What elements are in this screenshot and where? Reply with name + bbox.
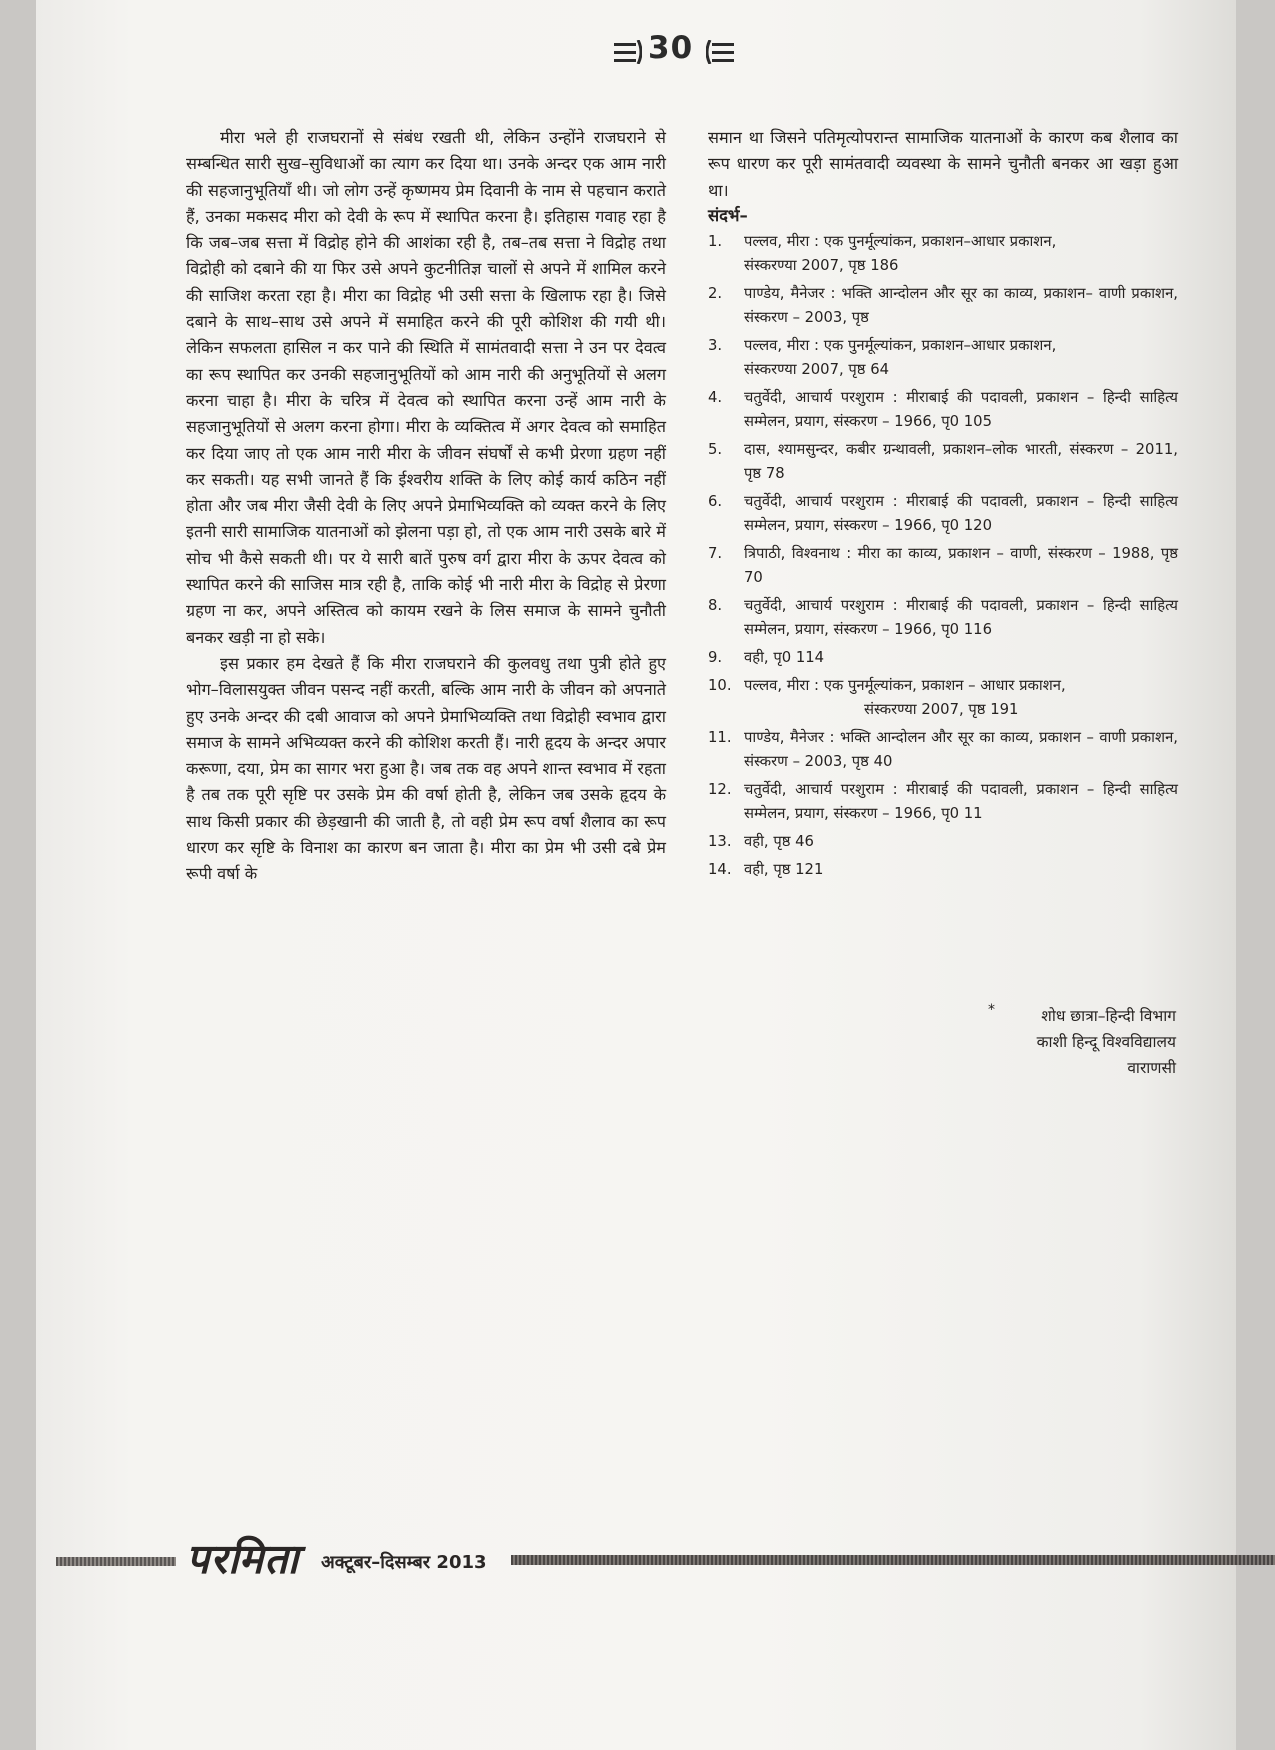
continuation-paragraph: समान था जिसने पतिमृत्योपरान्त सामाजिक यातनाओं के कारण कब शैलाव का रूप धारण कर पूरी सामंतवादी व्यवस्था के सामने चुनौती बनकर आ खड़ा हुआ था। bbox=[708, 128, 1178, 200]
reference-item bbox=[708, 386, 1178, 434]
reference-item bbox=[708, 438, 1178, 486]
reference-item bbox=[708, 230, 1178, 278]
page-sheet bbox=[36, 0, 1236, 1750]
reference-number: 6. bbox=[708, 492, 723, 510]
reference-text: पल्लव, मीरा : एक पुनर्मूल्यांकन, प्रकाशन–आधार प्रकाशन, bbox=[744, 336, 1057, 354]
author-affiliation bbox=[988, 1002, 1176, 1081]
reference-item bbox=[708, 334, 1178, 382]
reference-edition: संस्करण्या 2007, पृष्ठ 186 bbox=[744, 256, 899, 274]
reference-text: त्रिपाठी, विश्वनाथ : मीरा का काव्य, प्रकाशन – वाणी, संस्करण – 1988, पृष्ठ 70 bbox=[744, 544, 1178, 586]
reference-item bbox=[708, 830, 1178, 854]
reference-number: 9. bbox=[708, 648, 723, 666]
reference-item bbox=[708, 542, 1178, 590]
reference-item bbox=[708, 674, 1178, 722]
reference-item bbox=[708, 490, 1178, 538]
issue-date: अक्टूबर–दिसम्बर 2013 bbox=[321, 1552, 487, 1573]
reference-text: पल्लव, मीरा : एक पुनर्मूल्यांकन, प्रकाशन–आधार प्रकाशन, bbox=[744, 232, 1057, 250]
reference-text: वही, पृष्ठ 46 bbox=[744, 832, 814, 850]
reference-text: दास, श्यामसुन्दर, कबीर ग्रन्थावली, प्रकाशन–लोक भारती, संस्करण – 2011, पृष्ठ 78 bbox=[744, 440, 1178, 482]
left-column bbox=[186, 125, 666, 888]
reference-text: पल्लव, मीरा : एक पुनर्मूल्यांकन, प्रकाशन – आधार प्रकाशन, bbox=[744, 676, 1066, 694]
reference-number: 13. bbox=[708, 832, 732, 850]
journal-masthead: परमिता bbox=[186, 1535, 300, 1583]
reference-number: 5. bbox=[708, 440, 723, 458]
footer-rule-right bbox=[511, 1555, 1275, 1565]
author-city: वाराणसी bbox=[1127, 1059, 1176, 1077]
reference-text: चतुर्वेदी, आचार्य परशुराम : मीराबाई की पदावली, प्रकाशन – हिन्दी साहित्य सम्मेलन, प्रयाग, संस्करण – 1966, पृ0 116 bbox=[744, 596, 1178, 638]
reference-item bbox=[708, 726, 1178, 774]
references-heading: संदर्भ– bbox=[708, 205, 748, 225]
reference-number: 12. bbox=[708, 780, 732, 798]
reference-number: 2. bbox=[708, 284, 723, 302]
footer-rule-left bbox=[56, 1557, 176, 1566]
reference-text: पाण्डेय, मैनेजर : भक्ति आन्दोलन और सूर का काव्य, प्रकाशन – वाणी प्रकाशन, संस्करण – 2003, पृष्ठ 40 bbox=[744, 728, 1178, 770]
reference-text: चतुर्वेदी, आचार्य परशुराम : मीराबाई की पदावली, प्रकाशन – हिन्दी साहित्य सम्मेलन, प्रयाग, संस्करण – 1966, पृ0 11 bbox=[744, 780, 1178, 822]
page-number-block bbox=[614, 22, 734, 80]
reference-text: चतुर्वेदी, आचार्य परशुराम : मीराबाई की पदावली, प्रकाशन – हिन्दी साहित्य सम्मेलन, प्रयाग, संस्करण – 1966, पृ0 105 bbox=[744, 388, 1178, 430]
reference-number: 11. bbox=[708, 728, 732, 746]
reference-item bbox=[708, 778, 1178, 826]
reference-item bbox=[708, 282, 1178, 330]
right-ornament-icon bbox=[706, 40, 734, 64]
reference-edition: संस्करण्या 2007, पृष्ठ 64 bbox=[744, 360, 890, 378]
reference-number: 3. bbox=[708, 336, 723, 354]
left-ornament-icon bbox=[614, 40, 642, 64]
reference-item bbox=[708, 594, 1178, 642]
right-column bbox=[708, 125, 1178, 886]
page-number: 30 bbox=[648, 30, 694, 66]
body-paragraph-1: मीरा भले ही राजघरानों से संबंध रखती थी, लेकिन उन्होंने राजघराने से सम्बन्धित सारी सुख–सुविधाओं का त्याग कर दिया था। उनके अन्दर एक आम नारी की सहजानुभूतियाँ थी। जो लोग उन्हें कृष्णमय प्रेम दिवानी के नाम से पहचान कराते हैं, उनका मकसद मीरा को देवी के रूप में स्थापित करना है। इतिहास गवाह रहा है कि जब–जब सत्ता में विद्रोह होने की आशंका रही है, तब–तब सत्ता ने विद्रोह तथा विद्रोही को दबाने की या फिर उसे अपने कुटनीतिज्ञ चालों से अपने में शामिल करने की साजिश करता रहा है। मीरा का विद्रोह भी उसी सत्ता के खिलाफ रहा है। जिसे दबाने के साथ–साथ उसे अपने में समाहित करने की पूरी कोशिश की गयी थी। लेकिन सफलता हासिल न कर पाने की स्थिति में सामंतवादी सत्ता ने उन पर देवत्व का रूप स्थापित कर उनकी सहजानुभूतियों को आम नारी की अनुभूतियों से अलग करना चाहा है। मीरा के चरित्र में देवत्व को स्थापित करना उन्हें आम नारी के सहजानुभूतियों से अलग करना होगा। मीरा के व्यक्तित्व में अगर देवत्व को समाहित कर दिया जाए तो एक आम नारी मीरा के जीवन संघर्षों से कभी प्रेरणा ग्रहण नहीं कर सकती। यह सभी जानते हैं कि ईश्वरीय शक्ति के लिए कोई कार्य कठिन नहीं होता और जब मीरा जैसी देवी के लिए अपने प्रेमाभिव्यक्ति को व्यक्त करने के लिए इतनी सारी सामाजिक यातनाओं को झेलना पड़ा हो, तो एक आम नारी उसके बारे में सोच भी कैसे सकती थी। पर ये सारी बातें पुरुष वर्ग द्वारा मीरा के ऊपर देवत्व को स्थापित करने की साजिस मात्र रही है, ताकि कोई भी नारी मीरा के विद्रोह से प्रेरणा ग्रहण ना कर, अपने अस्तित्व को कायम रखने के लिस समाज के सामने चुनौती बनकर खड़ी ना हो सके। bbox=[186, 128, 666, 647]
reference-edition: संस्करण्या 2007, पृष्ठ 191 bbox=[864, 700, 1019, 718]
reference-number: 4. bbox=[708, 388, 723, 406]
reference-item bbox=[708, 858, 1178, 882]
reference-text: वही, पृ0 114 bbox=[744, 648, 825, 666]
reference-item bbox=[708, 646, 1178, 670]
reference-text: वही, पृष्ठ 121 bbox=[744, 860, 824, 878]
author-marker: * bbox=[988, 1002, 995, 1018]
reference-number: 8. bbox=[708, 596, 723, 614]
references-list bbox=[708, 230, 1178, 882]
author-department: शोध छात्रा–हिन्दी विभाग bbox=[1041, 1007, 1176, 1025]
reference-number: 10. bbox=[708, 676, 732, 694]
reference-text: चतुर्वेदी, आचार्य परशुराम : मीराबाई की पदावली, प्रकाशन – हिन्दी साहित्य सम्मेलन, प्रयाग, संस्करण – 1966, पृ0 120 bbox=[744, 492, 1178, 534]
author-university: काशी हिन्दू विश्वविद्यालय bbox=[1036, 1033, 1176, 1051]
reference-number: 1. bbox=[708, 232, 723, 250]
reference-text: पाण्डेय, मैनेजर : भक्ति आन्दोलन और सूर का काव्य, प्रकाशन– वाणी प्रकाशन, संस्करण – 2003, पृष्ठ bbox=[744, 284, 1178, 326]
reference-number: 14. bbox=[708, 860, 732, 878]
body-paragraph-2: इस प्रकार हम देखते हैं कि मीरा राजघराने की कुलवधु तथा पुत्री होते हुए भोग–विलासयुक्त जीवन पसन्द नहीं करती, बल्कि आम नारी के जीवन को अपनाते हुए उनके अन्दर की दबी आवाज को अपने प्रेमाभिव्यक्ति तथा विद्रोही स्वभाव द्वारा समाज के सामने अभिव्यक्त करने की कोशिश करती हैं। नारी हृदय के अन्दर अपार करूणा, दया, प्रेम का सागर भरा हुआ है। जब तक वह अपने शान्त स्वभाव में रहता है तब तक पूरी सृष्टि पर उसके प्रेम की वर्षा होती है, लेकिन जब उसके हृदय के साथ किसी प्रकार की छेड़खानी की जाती है, तो वही प्रेम रूप वर्षा शैलाव का रूप धारण कर सृष्टि के विनाश का कारण बन जाता है। मीरा का प्रेम भी उसी दबे प्रेम रूपी वर्षा के bbox=[186, 653, 666, 884]
reference-number: 7. bbox=[708, 544, 723, 562]
